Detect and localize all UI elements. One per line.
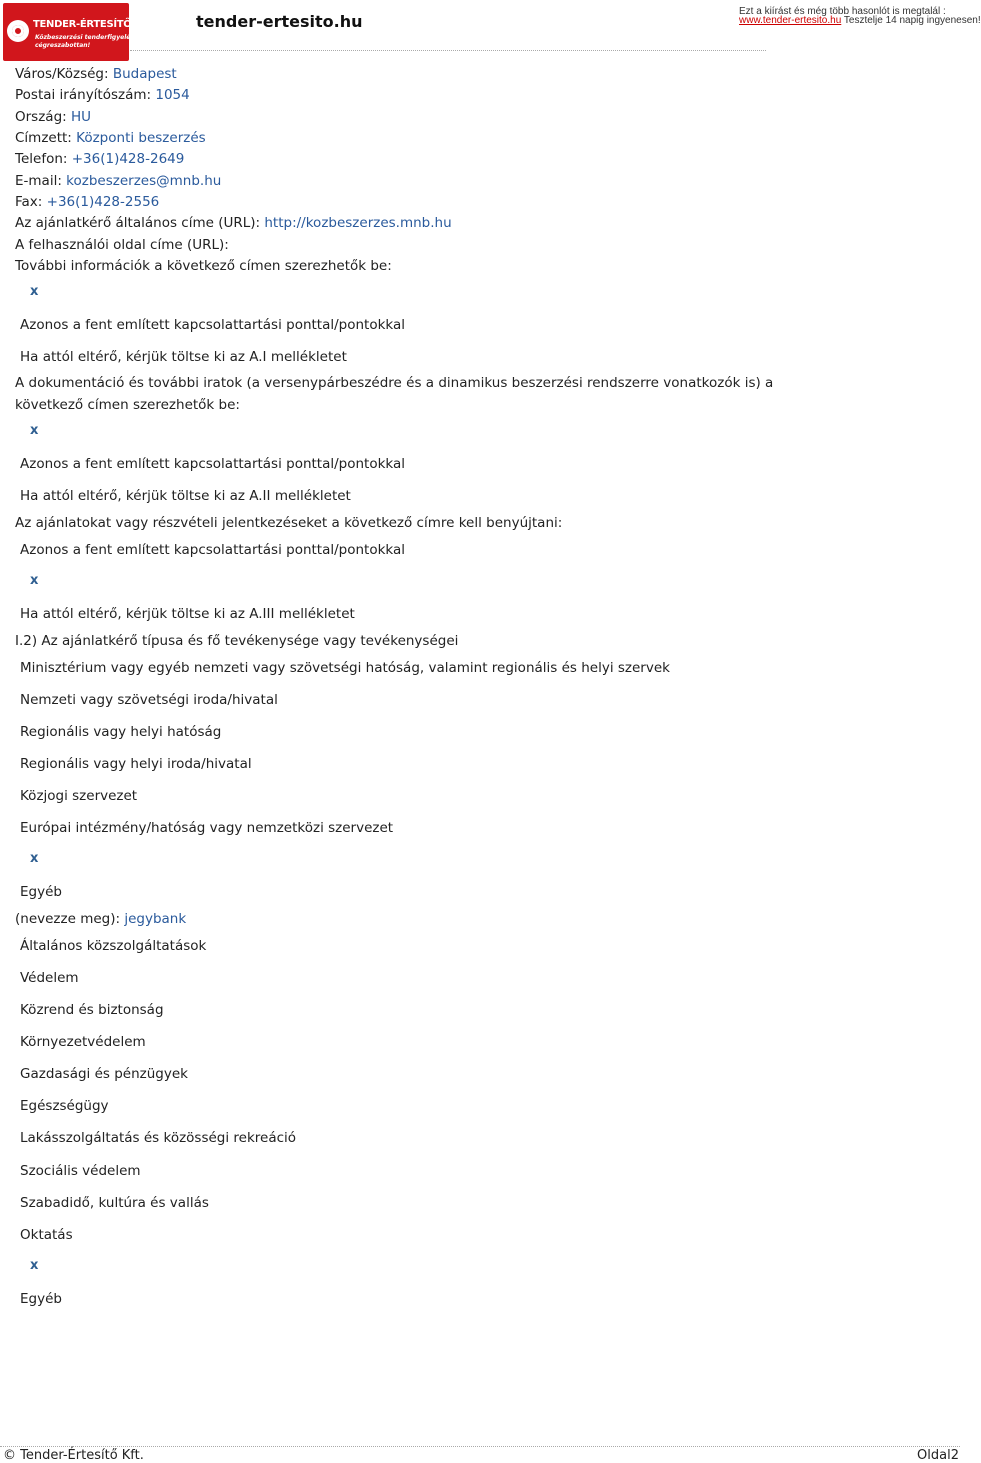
contact-fax bbox=[15, 192, 159, 212]
type-option: Minisztérium vagy egyéb nemzeti vagy szövetségi hatóság, valamint regionális és helyi szervek bbox=[20, 660, 670, 676]
promo-link[interactable]: www.tender-ertesito.hu bbox=[739, 15, 842, 26]
field-label: Az ajánlatkérő általános címe (URL): bbox=[15, 215, 265, 231]
field-label: Város/Község: bbox=[15, 66, 113, 82]
contact-recipient bbox=[15, 128, 206, 148]
docs-option-other: Ha attól eltérő, kérjük töltse ki az A.II mellékletet bbox=[20, 488, 351, 504]
selected-mark-icon: x bbox=[30, 573, 39, 588]
field-value: Központi beszerzés bbox=[76, 130, 206, 146]
docs-heading: A dokumentáció és további iratok (a versenypárbeszédre és a dinamikus beszerzési rendszerre vonatkozók is) a következő címen szerezhetők be: bbox=[15, 375, 774, 413]
field-label: Ország: bbox=[15, 109, 71, 125]
footer-divider bbox=[0, 1446, 960, 1447]
submit-option-same: Azonos a fent említett kapcsolattartási ponttal/pontokkal bbox=[20, 542, 406, 558]
info-heading: További információk a következő címen szerezhetők be: bbox=[15, 258, 392, 274]
promo-text bbox=[739, 6, 981, 26]
field-label: Címzett: bbox=[15, 130, 77, 146]
info-option-other: Ha attól eltérő, kérjük töltse ki az A.I mellékletet bbox=[20, 349, 347, 365]
field-value: +36(1)428-2649 bbox=[71, 151, 185, 167]
activity-option: Általános közszolgáltatások bbox=[20, 938, 207, 954]
field-value: http://kozbeszerzes.mnb.hu bbox=[264, 215, 452, 231]
activity-option-other: Egyéb bbox=[20, 1291, 62, 1307]
promo-line: Ezt a kiírást és még több hasonlót is megtalál : bbox=[739, 6, 946, 17]
contact-phone bbox=[15, 149, 184, 169]
activity-option: Gazdasági és pénzügyek bbox=[20, 1066, 188, 1082]
type-option: Regionális vagy helyi iroda/hivatal bbox=[20, 756, 252, 772]
activity-option: Közrend és biztonság bbox=[20, 1002, 164, 1018]
logo-title: TENDER-ÉRTESÍTŐ.hu bbox=[33, 19, 149, 30]
section-i2-heading: I.2) Az ajánlatkérő típusa és fő tevékenysége vagy tevékenységei bbox=[15, 633, 459, 649]
field-label: E-mail: bbox=[15, 173, 67, 189]
field-label: A felhasználói oldal címe (URL): bbox=[15, 237, 229, 253]
field-value: +36(1)428-2556 bbox=[46, 194, 160, 210]
type-specify bbox=[15, 909, 186, 929]
docs-option-same: Azonos a fent említett kapcsolattartási ponttal/pontokkal bbox=[20, 456, 406, 472]
site-logo[interactable] bbox=[3, 3, 149, 61]
contact-email bbox=[15, 171, 221, 191]
selected-mark-icon: x bbox=[30, 1258, 39, 1273]
contact-url bbox=[15, 213, 452, 233]
field-value: 1054 bbox=[155, 87, 190, 103]
activity-option: Védelem bbox=[20, 970, 79, 986]
activity-option: Egészségügy bbox=[20, 1098, 109, 1114]
activity-option: Oktatás bbox=[20, 1227, 73, 1243]
site-title: tender-ertesito.hu bbox=[196, 12, 363, 31]
field-label: Telefon: bbox=[15, 151, 72, 167]
selected-mark-icon: x bbox=[30, 423, 39, 438]
field-value: kozbeszerzes@mnb.hu bbox=[66, 173, 222, 189]
field-label: (nevezze meg): bbox=[15, 911, 125, 927]
logo-tagline-1: Közbeszerzési tenderfigyelés bbox=[35, 34, 134, 41]
submit-option-other: Ha attól eltérő, kérjük töltse ki az A.III mellékletet bbox=[20, 606, 355, 622]
logo-tagline-2: cégreszabottan! bbox=[35, 42, 91, 49]
field-value: HU bbox=[70, 109, 92, 125]
contact-postcode bbox=[15, 85, 190, 105]
submit-heading: Az ajánlatokat vagy részvételi jelentkezéseket a következő címre kell benyújtani: bbox=[15, 515, 563, 531]
activity-option: Szociális védelem bbox=[20, 1163, 141, 1179]
activity-option: Környezetvédelem bbox=[20, 1034, 146, 1050]
activity-option: Lakásszolgáltatás és közösségi rekreáció bbox=[20, 1130, 297, 1146]
promo-suffix: Tesztelje 14 napig ingyenesen! bbox=[841, 15, 981, 26]
selected-mark-icon: x bbox=[30, 284, 39, 299]
copyright-text: © Tender-Értesítő Kft. bbox=[3, 1448, 144, 1463]
page-number: Oldal2 bbox=[917, 1448, 959, 1463]
type-option: Nemzeti vagy szövetségi iroda/hivatal bbox=[20, 692, 278, 708]
contact-user-url bbox=[15, 235, 229, 255]
type-option: Európai intézmény/hatóság vagy nemzetközi szervezet bbox=[20, 820, 394, 836]
info-option-same: Azonos a fent említett kapcsolattartási ponttal/pontokkal bbox=[20, 317, 406, 333]
field-label: Fax: bbox=[15, 194, 47, 210]
activity-option: Szabadidő, kultúra és vallás bbox=[20, 1195, 209, 1211]
type-option-other: Egyéb bbox=[20, 884, 62, 900]
contact-country bbox=[15, 107, 91, 127]
selected-mark-icon: x bbox=[30, 851, 39, 866]
type-option: Közjogi szervezet bbox=[20, 788, 138, 804]
contact-city bbox=[15, 64, 177, 84]
field-value: jegybank bbox=[124, 911, 187, 927]
target-icon bbox=[7, 20, 29, 42]
type-option: Regionális vagy helyi hatóság bbox=[20, 724, 222, 740]
header-divider bbox=[130, 50, 766, 51]
field-value: Budapest bbox=[112, 66, 177, 82]
field-label: Postai irányítószám: bbox=[15, 87, 156, 103]
page-header bbox=[0, 0, 981, 60]
